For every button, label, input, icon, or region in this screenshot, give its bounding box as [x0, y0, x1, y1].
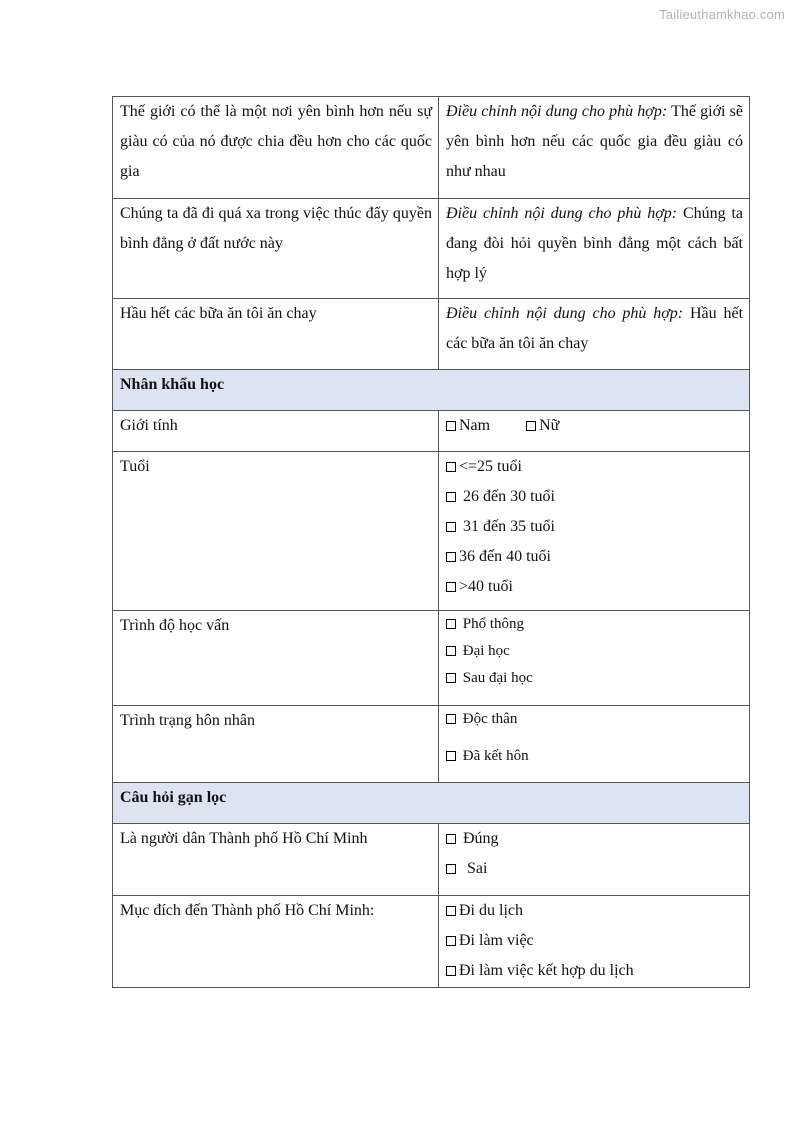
question-label: Là người dân Thành phố Hồ Chí Minh — [113, 824, 439, 896]
section-title: Câu hỏi gạn lọc — [113, 783, 750, 824]
option-item[interactable]: Sai — [446, 854, 743, 884]
statement-original: Chúng ta đã đi quá xa trong việc thúc đẩy quyền bình đẳng ở đất nước này — [113, 199, 439, 299]
checkbox-icon[interactable] — [446, 462, 456, 472]
statement-adjusted — [439, 97, 750, 199]
option-item[interactable]: Đi làm việc kết hợp du lịch — [446, 956, 743, 986]
option-item[interactable]: <=25 tuổi — [446, 452, 743, 482]
answer-options — [439, 411, 750, 452]
adjust-text: Thế giới sẽ yên bình hơn nếu các quốc gia đều giàu có như nhau — [446, 103, 744, 180]
checkbox-icon[interactable] — [446, 619, 456, 629]
adjust-label: Điều chỉnh nội dung cho phù hợp: — [446, 205, 678, 222]
question-label: Mục đích đến Thành phố Hồ Chí Minh: — [113, 896, 439, 988]
option-item[interactable]: >40 tuổi — [446, 572, 743, 602]
table-row — [113, 97, 750, 199]
table-row — [113, 452, 750, 611]
option-item[interactable]: Đi làm việc — [446, 926, 743, 956]
option-item[interactable]: Độc thân — [446, 706, 743, 733]
table-row — [113, 896, 750, 988]
checkbox-icon[interactable] — [446, 582, 456, 592]
statement-original: Hầu hết các bữa ăn tôi ăn chay — [113, 299, 439, 370]
checkbox-icon[interactable] — [446, 751, 456, 761]
statement-original: Thế giới có thể là một nơi yên bình hơn nếu sự giàu có của nó được chia đều hơn cho các quốc gia — [113, 97, 439, 199]
table-row — [113, 411, 750, 452]
checkbox-icon[interactable] — [446, 714, 456, 724]
option-male[interactable]: Nam — [446, 417, 490, 434]
section-header-screening — [113, 783, 750, 824]
answer-options — [439, 824, 750, 896]
option-female[interactable]: Nữ — [526, 417, 559, 434]
checkbox-icon[interactable] — [446, 966, 456, 976]
question-label: Trình độ học vấn — [113, 611, 439, 706]
option-item[interactable]: Phổ thông — [446, 611, 743, 638]
table-row — [113, 299, 750, 370]
survey-table — [112, 96, 750, 988]
answer-options — [439, 896, 750, 988]
checkbox-icon[interactable] — [446, 864, 456, 874]
option-item[interactable]: Sau đại học — [446, 665, 743, 692]
answer-options — [439, 706, 750, 783]
checkbox-icon[interactable] — [446, 492, 456, 502]
adjust-label: Điều chỉnh nội dung cho phù hợp: — [446, 103, 668, 120]
statement-adjusted — [439, 299, 750, 370]
section-header-demographics — [113, 370, 750, 411]
checkbox-icon[interactable] — [446, 673, 456, 683]
table-row — [113, 824, 750, 896]
question-label: Trình trạng hôn nhân — [113, 706, 439, 783]
section-title: Nhân khẩu học — [113, 370, 750, 411]
checkbox-icon[interactable] — [446, 906, 456, 916]
checkbox-icon[interactable] — [446, 522, 456, 532]
option-item[interactable]: 36 đến 40 tuổi — [446, 542, 743, 572]
adjust-text: Chúng ta đang đòi hỏi quyền bình đẳng một cách bất hợp lý — [446, 205, 744, 282]
checkbox-icon[interactable] — [446, 834, 456, 844]
adjust-text: Hầu hết các bữa ăn tôi ăn chay — [446, 305, 744, 352]
option-item[interactable]: Đã kết hôn — [446, 743, 743, 770]
checkbox-icon[interactable] — [446, 421, 456, 431]
question-label: Giới tính — [113, 411, 439, 452]
question-label: Tuổi — [113, 452, 439, 611]
option-item[interactable]: Đúng — [446, 824, 743, 854]
watermark: Tailieuthamkhao.com — [659, 7, 785, 22]
table-row — [113, 199, 750, 299]
statement-adjusted — [439, 199, 750, 299]
adjust-label: Điều chỉnh nội dung cho phù hợp: — [446, 305, 684, 322]
option-item[interactable]: 26 đến 30 tuổi — [446, 482, 743, 512]
option-item[interactable]: 31 đến 35 tuổi — [446, 512, 743, 542]
option-item[interactable]: Đại học — [446, 638, 743, 665]
checkbox-icon[interactable] — [446, 646, 456, 656]
option-item[interactable]: Đi du lịch — [446, 896, 743, 926]
checkbox-icon[interactable] — [446, 552, 456, 562]
checkbox-icon[interactable] — [526, 421, 536, 431]
table-row — [113, 611, 750, 706]
table-row — [113, 706, 750, 783]
answer-options — [439, 452, 750, 611]
checkbox-icon[interactable] — [446, 936, 456, 946]
answer-options — [439, 611, 750, 706]
